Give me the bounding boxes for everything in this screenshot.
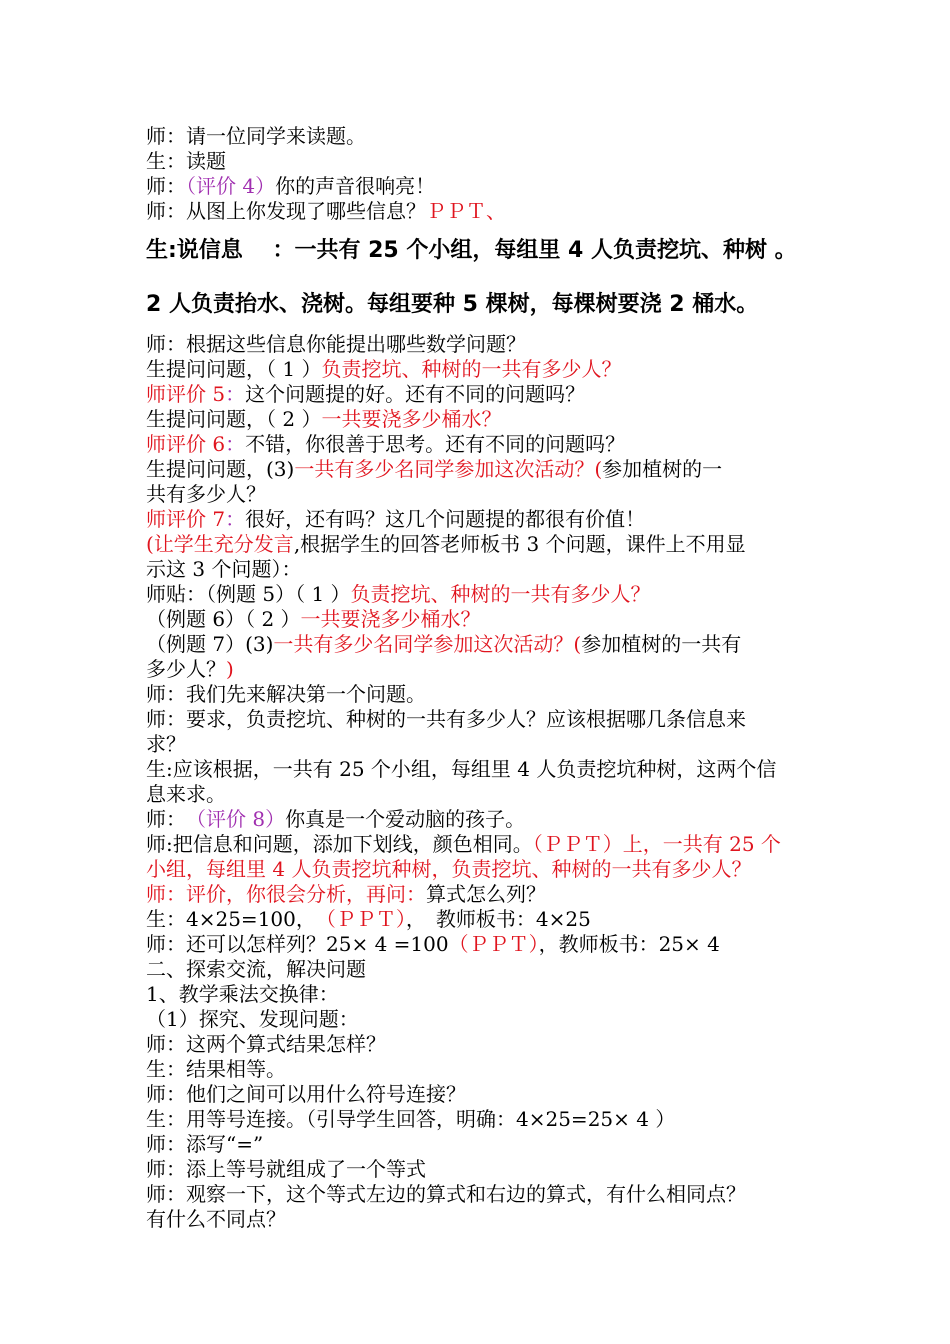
text-line — [146, 357, 826, 382]
highlight-red: 师评价 6 — [146, 432, 226, 456]
highlight-purple: （评价 8） — [196, 807, 286, 831]
text-line — [146, 832, 826, 857]
text-segment: ,根据学生的回答老师板书 3 个问题，课件上不用显 — [293, 532, 746, 556]
text-line — [146, 1132, 826, 1157]
text-segment: 师：这两个算式结果怎样？ — [146, 1032, 386, 1056]
text-segment: 师：请一位同学来读题。 — [146, 124, 366, 148]
text-line — [146, 607, 826, 632]
text-segment: 师：还可以怎样列？25× 4 =100 — [146, 932, 449, 956]
text-line — [146, 1157, 826, 1182]
text-segment: 师：添写“=” — [146, 1132, 264, 1156]
text-line — [146, 907, 826, 932]
text-segment: 师： — [146, 807, 196, 831]
text-line — [146, 382, 826, 407]
text-segment: ， 教师板书：4×25 — [405, 907, 591, 931]
lesson-transcript — [146, 124, 826, 1232]
text-segment: （例题 6）（ 2 ） — [146, 607, 301, 631]
text-segment: 生：读题 — [146, 149, 226, 173]
text-segment: 不错，你很善于思考。还有不同的问题吗？ — [245, 432, 626, 456]
text-segment: 有什么不同点？ — [146, 1207, 286, 1231]
text-line — [146, 532, 826, 557]
highlight-red: 师评价 7 — [146, 507, 226, 531]
text-line — [146, 174, 826, 199]
text-segment: 算式怎么列？ — [426, 882, 546, 906]
text-segment: 参加植树的一 — [602, 457, 723, 481]
highlight-red: 小组，每组里 4 人负责挖坑种树，负责挖坑、种树的一共有多少人？ — [146, 857, 752, 881]
text-segment: 生提问问题，(3) — [146, 457, 295, 481]
text-segment: 这个问题提的好。还有不同的问题吗？ — [245, 382, 586, 406]
text-line — [146, 1207, 826, 1232]
text-segment: 师：从图上你发现了哪些信息？ — [146, 199, 426, 223]
text-line — [146, 149, 826, 174]
text-line — [146, 332, 826, 357]
highlight-red: （ＰＰＴ） — [325, 907, 406, 931]
highlight-purple: ： — [225, 432, 246, 456]
text-line — [146, 657, 826, 682]
highlight-red: 一共要浇多少桶水？ — [300, 607, 481, 631]
text-line — [146, 1057, 826, 1082]
text-segment: 生:应该根据，一共有 25 个小组，每组里 4 人负责挖坑种树，这两个信 — [146, 757, 777, 781]
text-line — [146, 224, 826, 278]
text-segment: 息来求。 — [146, 782, 226, 806]
text-line — [146, 278, 826, 332]
text-line — [146, 732, 826, 757]
text-line — [146, 857, 826, 882]
text-line — [146, 482, 826, 507]
text-line — [146, 782, 826, 807]
text-segment: 生提问问题，（ 2 ） — [146, 407, 322, 431]
highlight-red: 一共有多少名同学参加这次活动？( — [273, 632, 582, 656]
text-line — [146, 1107, 826, 1132]
text-segment: 师贴：（例题 5）（ 1 ） — [146, 582, 351, 606]
text-segment: 多少人？ — [146, 657, 226, 681]
text-line — [146, 957, 826, 982]
highlight-red: ) — [226, 657, 234, 681]
text-line — [146, 582, 826, 607]
text-segment: 生：用等号连接。（引导学生回答，明确：4×25=25× 4 ） — [146, 1107, 676, 1131]
text-line — [146, 882, 826, 907]
text-segment: 师：添上等号就组成了一个等式 — [146, 1157, 426, 1181]
text-line — [146, 124, 826, 149]
text-segment: 生：4×25=100， — [146, 907, 326, 931]
text-segment: 师：观察一下，这个等式左边的算式和右边的算式，有什么相同点？ — [146, 1182, 746, 1206]
text-segment: 共有多少人？ — [146, 482, 266, 506]
highlight-red: （ＰＰＴ）上，一共有 25 个 — [532, 832, 781, 856]
text-line — [146, 432, 826, 457]
text-line — [146, 707, 826, 732]
text-line — [146, 682, 826, 707]
text-segment: 生：结果相等。 — [146, 1057, 286, 1081]
text-line — [146, 632, 826, 657]
text-line — [146, 407, 826, 432]
text-segment: （1）探究、发现问题： — [146, 1007, 359, 1031]
highlight-red: 师评价 5 — [146, 382, 226, 406]
highlight-red: ( — [146, 532, 154, 556]
text-line — [146, 557, 826, 582]
highlight-red: 一共要浇多少桶水？ — [321, 407, 502, 431]
highlight-red: 让学生充分发言 — [153, 532, 294, 556]
text-segment: 求？ — [146, 732, 186, 756]
text-line — [146, 457, 826, 482]
text-line — [146, 757, 826, 782]
highlight-purple: ： — [225, 507, 246, 531]
highlight-red: （ＰＰＴ） — [448, 932, 539, 956]
highlight-purple: ： — [225, 382, 246, 406]
text-segment: 师：他们之间可以用什么符号连接？ — [146, 1082, 466, 1106]
highlight-red: 一共有多少名同学参加这次活动？( — [294, 457, 603, 481]
text-segment: 师：要求，负责挖坑、种树的一共有多少人？应该根据哪几条信息来 — [146, 707, 746, 731]
highlight-red: 负责挖坑、种树的一共有多少人？ — [350, 582, 651, 606]
text-segment: 参加植树的一共有 — [581, 632, 742, 656]
text-line — [146, 1007, 826, 1032]
text-segment: 示这 3 个问题）： — [146, 557, 302, 581]
text-line — [146, 932, 826, 957]
text-segment: 2 人负责抬水、浇树。每组要种 5 棵树，每棵树要浇 2 桶水。 — [146, 292, 759, 317]
highlight-red: 负责挖坑、种树的一共有多少人？ — [321, 357, 622, 381]
text-segment: 师：根据这些信息你能提出哪些数学问题？ — [146, 332, 526, 356]
text-segment: 生提问问题，（ 1 ） — [146, 357, 322, 381]
text-segment: 师:把信息和问题，添加下划线，颜色相同。 — [146, 832, 533, 856]
highlight-red: ＰＰＴ、 — [426, 199, 506, 223]
text-line — [146, 982, 826, 1007]
text-segment: 很好，还有吗？这几个问题提的都很有价值！ — [245, 507, 646, 531]
text-segment: 二、探索交流，解决问题 — [146, 957, 366, 981]
text-line — [146, 807, 826, 832]
text-segment: 你真是一个爱动脑的孩子。 — [285, 807, 526, 831]
text-segment: 生:说信息 ：一共有 25 个小组，每组里 4 人负责挖坑、种树 。 — [146, 238, 797, 263]
text-segment: ，教师板书：25× 4 — [538, 932, 720, 956]
highlight-purple: （评价 4） — [186, 174, 276, 198]
text-line — [146, 1032, 826, 1057]
text-line — [146, 507, 826, 532]
text-segment: 师：我们先来解决第一个问题。 — [146, 682, 426, 706]
text-line — [146, 199, 826, 224]
text-segment: 1、教学乘法交换律： — [146, 982, 339, 1006]
text-line — [146, 1182, 826, 1207]
highlight-red: 师：评价，你很会分析，再问： — [146, 882, 426, 906]
text-segment: （例题 7）(3) — [146, 632, 274, 656]
text-segment: 你的声音很响亮！ — [275, 174, 436, 198]
text-line — [146, 1082, 826, 1107]
text-segment: 师： — [146, 174, 186, 198]
